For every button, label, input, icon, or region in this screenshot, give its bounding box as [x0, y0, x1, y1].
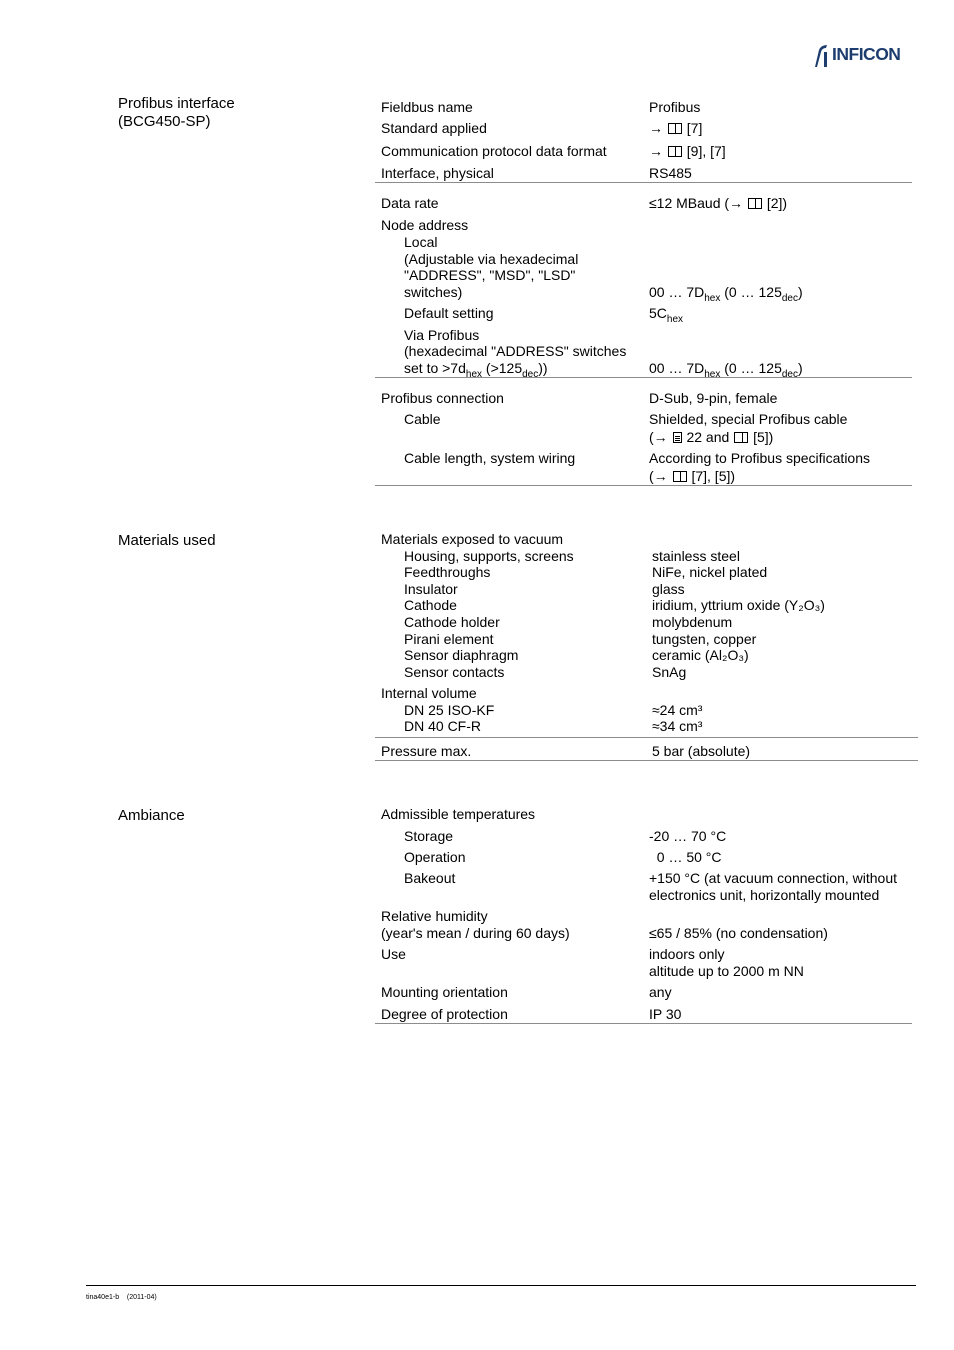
table-divider — [375, 760, 918, 761]
spec-row-local-note — [381, 267, 921, 285]
footer — [86, 1293, 157, 1302]
spec-label: Operation — [404, 849, 466, 865]
spec-row-data-rate — [381, 195, 921, 213]
spec-label: Bakeout — [404, 870, 456, 886]
spec-value: ≈24 cm³ — [652, 702, 703, 718]
arrow-text: → — [649, 143, 663, 159]
spec-value: molybdenum — [652, 614, 733, 630]
spec-row-cable-ref — [381, 429, 921, 447]
spec-value: RS485 — [649, 165, 692, 181]
value-text: [5]) — [753, 429, 774, 445]
spec-value — [649, 429, 773, 446]
section-title-line: Profibus interface — [118, 95, 235, 112]
spec-row-materials-exposed — [381, 531, 921, 549]
section-title-profibus — [118, 95, 235, 131]
spec-label: Sensor contacts — [404, 664, 505, 680]
spec-row-via-note — [381, 343, 921, 361]
spec-value: NiFe, nickel plated — [652, 564, 768, 580]
subscript: dec — [781, 292, 798, 304]
spec-row-interface-physical — [381, 165, 921, 183]
spec-label: Storage — [404, 828, 454, 844]
spec-label: Cable length, system wiring — [404, 450, 576, 466]
spec-label: Admissible temperatures — [381, 806, 536, 822]
spec-value: IP 30 — [649, 1006, 682, 1022]
value-text: 22 and — [686, 429, 730, 445]
spec-label: Cathode holder — [404, 614, 500, 630]
spec-label: (hexadecimal "ADDRESS" switches — [404, 343, 627, 359]
spec-value: electronics unit, horizontally mounted — [649, 887, 880, 903]
inficon-logo-icon — [812, 44, 832, 68]
spec-value: any — [649, 984, 672, 1000]
spec-row-node-address — [381, 217, 921, 235]
book-icon — [734, 432, 748, 443]
spec-row-material — [381, 614, 921, 632]
spec-row-bakeout — [381, 870, 921, 888]
spec-value: Profibus — [649, 99, 701, 115]
spec-label: "ADDRESS", "MSD", "LSD" — [404, 267, 576, 283]
value-text: [2]) — [766, 195, 788, 211]
spec-label: Cathode — [404, 597, 457, 613]
spec-value: SnAg — [652, 664, 687, 680]
spec-label: Default setting — [404, 305, 494, 321]
spec-row-cable — [381, 411, 921, 429]
book-icon — [668, 123, 682, 134]
spec-value — [649, 305, 684, 325]
spec-label: Mounting orientation — [381, 984, 508, 1000]
table-divider — [375, 485, 912, 486]
spec-label: Insulator — [404, 581, 458, 597]
spec-label: Materials exposed to vacuum — [381, 531, 564, 547]
spec-label: Internal volume — [381, 685, 477, 701]
spec-row-protection — [381, 1006, 921, 1024]
spec-value: glass — [652, 581, 685, 597]
spec-row-default-setting — [381, 305, 921, 323]
spec-label: DN 25 ISO-KF — [404, 702, 495, 718]
spec-row-volume — [381, 718, 921, 736]
value-text: (→ — [649, 468, 668, 484]
value-text: 5C — [649, 305, 667, 321]
spec-label: (Adjustable via hexadecimal — [404, 251, 579, 267]
section-title-line: (BCG450-SP) — [118, 113, 211, 130]
table-divider — [375, 377, 912, 378]
spec-label: Interface, physical — [381, 165, 494, 181]
value-text: (>125 — [482, 360, 523, 376]
page-icon — [673, 432, 682, 443]
spec-row-cable-length — [381, 450, 921, 468]
spec-row-humidity — [381, 908, 921, 926]
spec-value: altitude up to 2000 m NN — [649, 963, 804, 979]
spec-row-use-cont — [381, 963, 921, 981]
subscript: dec — [522, 368, 539, 380]
spec-value: Shielded, special Profibus cable — [649, 411, 848, 427]
spec-row-protocol-format — [381, 143, 921, 161]
spec-row-material — [381, 564, 921, 582]
value-text: ≤12 MBaud (→ — [649, 195, 744, 211]
logo-text: INFICON — [832, 44, 901, 64]
value-text: [7], [5]) — [691, 468, 736, 484]
spec-value — [649, 360, 803, 380]
spec-value: stainless steel — [652, 548, 740, 564]
spec-label: Housing, supports, screens — [404, 548, 574, 564]
spec-row-use — [381, 946, 921, 964]
spec-label: Pirani element — [404, 631, 494, 647]
spec-value — [649, 284, 803, 304]
spec-label: Local — [404, 234, 438, 250]
spec-value: ≈34 cm³ — [652, 718, 703, 734]
spec-label — [404, 360, 548, 380]
spec-row-operation — [381, 849, 921, 867]
spec-row-fieldbus-name — [381, 99, 921, 117]
spec-label: Sensor diaphragm — [404, 647, 519, 663]
spec-value — [649, 143, 726, 160]
table-divider — [375, 737, 918, 738]
value-text: (→ — [649, 429, 668, 445]
inficon-logo — [812, 44, 922, 68]
spec-label: Node address — [381, 217, 469, 233]
spec-label: Data rate — [381, 195, 439, 211]
value-text: )) — [538, 360, 548, 376]
spec-value: 5 bar (absolute) — [652, 743, 751, 759]
spec-value: iridium, yttrium oxide (Y₂O₃) — [652, 597, 825, 613]
book-icon — [668, 146, 682, 157]
spec-row-storage — [381, 828, 921, 846]
footer-doc-id: tina40e1-b — [86, 1294, 120, 1301]
value-text: (0 … 125 — [720, 360, 782, 376]
section-title-materials: Materials used — [118, 532, 216, 549]
spec-row-material — [381, 597, 921, 615]
spec-label: Pressure max. — [381, 743, 472, 759]
value-text: set to >7d — [404, 360, 466, 376]
spec-row-standard-applied — [381, 120, 921, 138]
spec-label: Via Profibus — [404, 327, 480, 343]
table-divider — [375, 182, 912, 183]
spec-row-mounting — [381, 984, 921, 1002]
spec-label: switches) — [404, 284, 463, 300]
spec-value — [649, 195, 787, 212]
spec-value: ≤65 / 85% (no condensation) — [649, 925, 828, 941]
arrow-text: → — [649, 120, 663, 136]
value-text: 00 … 7D — [649, 284, 705, 300]
subscript: hex — [704, 292, 721, 304]
spec-value: -20 … 70 °C — [649, 828, 727, 844]
spec-row-bakeout-cont — [381, 887, 921, 905]
value-text: ) — [797, 360, 803, 376]
spec-label: Standard applied — [381, 120, 487, 136]
spec-row-material — [381, 664, 921, 682]
spec-value — [649, 468, 735, 485]
footer-divider — [86, 1285, 916, 1286]
spec-label: Feedthroughs — [404, 564, 491, 580]
footer-date: (2011-04) — [126, 1294, 157, 1301]
subscript: dec — [781, 368, 798, 380]
spec-value: According to Profibus specifications — [649, 450, 870, 466]
ref-text: [7] — [686, 120, 703, 136]
spec-value: ceramic (Al₂O₃) — [652, 647, 749, 663]
spec-label: (year's mean / during 60 days) — [381, 925, 570, 941]
spec-row-admissible-temps — [381, 806, 921, 824]
book-icon — [748, 198, 762, 209]
value-text: (0 … 125 — [720, 284, 782, 300]
spec-row-cable-length-ref — [381, 468, 921, 486]
spec-row-profibus-connection — [381, 390, 921, 408]
book-icon — [673, 471, 687, 482]
spec-row-humidity-detail — [381, 925, 921, 943]
spec-value — [649, 120, 702, 137]
spec-row-pressure-max — [381, 743, 921, 761]
subscript: hex — [666, 313, 684, 325]
value-text: 00 … 7D — [649, 360, 705, 376]
subscript: hex — [704, 368, 721, 380]
spec-label: Profibus connection — [381, 390, 504, 406]
spec-label: Cable — [404, 411, 441, 427]
spec-label: DN 40 CF-R — [404, 718, 482, 734]
spec-row-material — [381, 647, 921, 665]
value-text: ) — [797, 284, 803, 300]
spec-value: tungsten, copper — [652, 631, 757, 647]
subscript: hex — [465, 368, 483, 380]
spec-label: Relative humidity — [381, 908, 488, 924]
spec-value: +150 °C (at vacuum connection, without — [649, 870, 898, 886]
spec-label: Use — [381, 946, 406, 962]
spec-value: D-Sub, 9-pin, female — [649, 390, 778, 406]
spec-row-local-switches — [381, 284, 921, 302]
spec-label: Fieldbus name — [381, 99, 473, 115]
spec-label: Communication protocol data format — [381, 143, 607, 159]
table-divider — [375, 1023, 912, 1024]
spec-row-via-switches — [381, 360, 921, 378]
ref-text: [9], [7] — [686, 143, 726, 159]
section-title-ambiance: Ambiance — [118, 807, 185, 824]
spec-value: indoors only — [649, 946, 725, 962]
spec-label: Degree of protection — [381, 1006, 508, 1022]
spec-row-local — [381, 234, 921, 252]
spec-row-internal-volume — [381, 685, 921, 703]
spec-value: 0 … 50 °C — [649, 849, 722, 865]
